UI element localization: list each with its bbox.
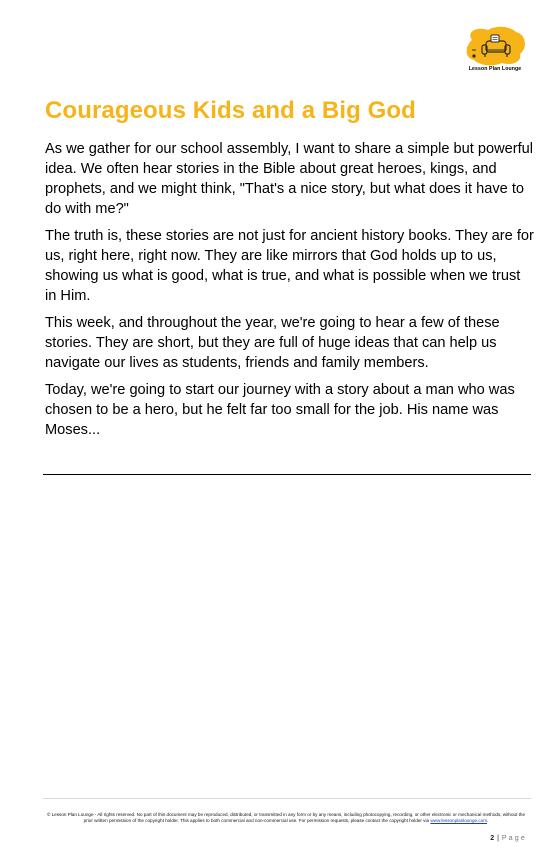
page-title: Courageous Kids and a Big God: [45, 97, 416, 124]
page-word: Page: [501, 835, 527, 842]
logo-text: Lesson Plan Lounge: [468, 66, 522, 72]
page-separator: |: [497, 835, 499, 842]
sofa-icon: [464, 26, 526, 66]
paragraph: This week, and throughout the year, we're going to hear a few of these stories. They are short, but they are full of huge ideas that can help us navigate our lives as students, friends and family members.: [45, 315, 500, 371]
brand-logo: [464, 26, 526, 78]
footer-divider: [43, 798, 531, 799]
page-number: [490, 835, 527, 842]
paragraph: The truth is, these stories are not just for ancient history books. They are for us, right here, right now. They are like mirrors that God holds up to us, showing us what is good, what is true, and what is possible when we trust in Him.: [45, 228, 534, 304]
page-number-value: 2: [490, 835, 495, 842]
body-text: [45, 139, 535, 447]
section-divider: [43, 474, 531, 475]
paragraph: As we gather for our school assembly, I want to share a simple but powerful idea. We often hear stories in the Bible about great heroes, kings, and prophets, and we might think, "That's a nice story, but what does it have to do with me?": [45, 141, 534, 217]
paragraph: Today, we're going to start our journey with a story about a man who was chosen to be a hero, but he felt far too small for the job. His name was Moses...: [45, 382, 515, 438]
website-link[interactable]: www.lessonplanlounge.com: [430, 818, 488, 824]
link-suffix: .: [487, 818, 489, 824]
footer-copyright: [45, 812, 527, 825]
copyright-text: © Lesson Plan Lounge - All rights reserved. No part of this document may be reproduced, distributed, or transmitted in any form or by any means, including photocopying, recording, or other electronic or mechanical methods, without the prior written permission of the copyright holder. This applies to both commercial and non-commercial use. For permission requests, please contact the copyright holder via: [46, 812, 526, 824]
